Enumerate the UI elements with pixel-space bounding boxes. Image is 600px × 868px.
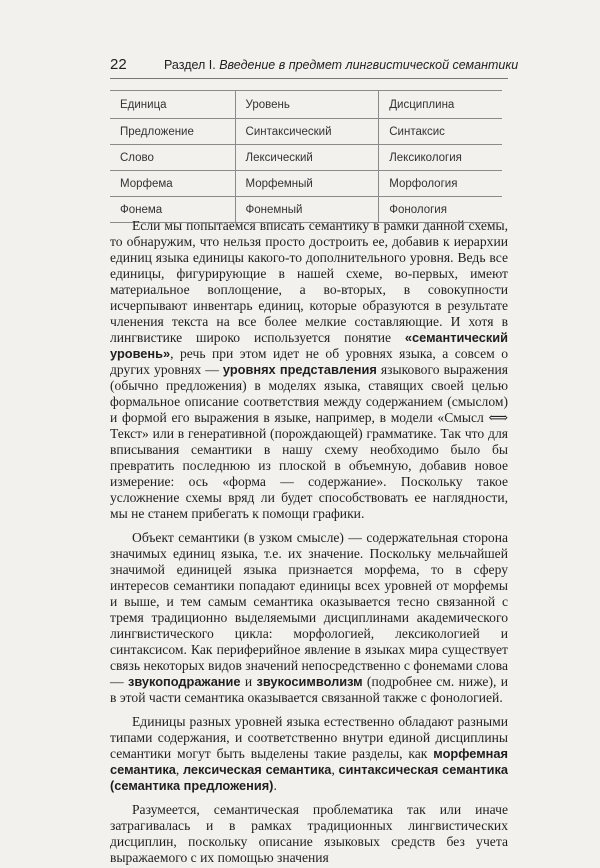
table-row — [110, 171, 502, 197]
table-cell: Лексический — [235, 145, 379, 171]
text-run: Если мы попытаемся вписать семантику в рамки данной схемы, то обнаружим, что нельзя просто достроить ее, добавив к иерархии единиц языка единицы какого-то дополнительного уровня. Ведь все единицы, фигурирующие в нашей схеме, во-первых, имеют материальное воплощение, а во-вторых, в совокупности исчерпывают инвентарь единиц, которые образуются в результате членения текста на все более мелкие составляющие. И хотя в лингвистике широко используется понятие — [110, 218, 508, 345]
table-cell: Предложение — [110, 119, 235, 145]
term-sound-symbolism: звукосимволизм — [256, 674, 363, 689]
running-header — [110, 56, 519, 74]
paragraph-traditional-disciplines: Разумеется, семантическая проблематика так или иначе затрагивалась и в рамках традиционных лингвистических дисциплин, поскольку описание языковых средств без учета выражаемого с их помощью значения — [110, 802, 508, 865]
table-row — [110, 145, 502, 171]
language-units-table — [110, 90, 502, 223]
table-cell: Морфология — [379, 171, 502, 197]
column-header: Уровень — [235, 91, 379, 119]
text-run: и — [240, 674, 257, 689]
section-label: Раздел I. — [164, 58, 216, 72]
table-header-row — [110, 91, 502, 119]
column-header: Единица — [110, 91, 235, 119]
text-run: , речь при этом идет не об уровнях языка, а совсем о других уровнях — — [110, 346, 508, 377]
term-onomatopoeia: звукоподражание — [127, 674, 241, 689]
text-run: , — [175, 762, 183, 777]
term-semantic-level: «семантический уровень» — [110, 330, 508, 361]
table-cell: Лексикология — [379, 145, 502, 171]
text-run: языкового выражения (обычно предложения) в моделях языка, ставящих своей целью формальное описание соответствия между содержанием (смыслом) и формой его выражения в языке, например, в модели «Смысл ⟺ Текст» или в генеративной (порождающей) грамматике. Так что для вписывания семантики в нашу схему необходимо было бы превратить последнюю из плоской в объемную, добавив новое измерение: ось «форма — содержание». Поскольку такое усложнение схемы вряд ли будет способствовать ее наглядности, мы не станем прибегать к помощи графики. — [110, 362, 508, 521]
term-morphemic-semantics: морфемная семантика — [110, 746, 508, 777]
text-run: Единицы разных уровней языка естественно обладают разными типами содержания, и соответственно внутри единой дисциплины семантики могут быть выделены такие разделы, как — [110, 714, 508, 761]
term-lexical-semantics: лексическая семантика — [182, 762, 332, 777]
running-title — [164, 58, 518, 72]
table-cell: Фонема — [110, 197, 235, 223]
body-text — [110, 218, 508, 868]
paragraph-semantics-object — [110, 530, 508, 706]
text-run: , — [331, 762, 339, 777]
table-cell: Морфема — [110, 171, 235, 197]
paragraph-semantic-levels — [110, 218, 508, 522]
table-cell: Морфемный — [235, 171, 379, 197]
table-cell: Фонемный — [235, 197, 379, 223]
chapter-title: Введение в предмет лингвистической семантики — [219, 58, 519, 72]
table-cell: Слово — [110, 145, 235, 171]
paragraph-semantics-sections — [110, 714, 508, 794]
page-number: 22 — [110, 56, 127, 73]
table-cell: Синтаксис — [379, 119, 502, 145]
header-rule — [110, 78, 508, 79]
text-run: . — [273, 778, 277, 793]
table-cell: Синтаксический — [235, 119, 379, 145]
term-representation-levels: уровнях представления — [222, 362, 377, 377]
column-header: Дисциплина — [379, 91, 502, 119]
text-run: Объект семантики (в узком смысле) — содержательная сторона значимых единиц языка, т.е. их значение. Поскольку мельчайшей значимой единицей языка признается морфема, то в сферу интересов семантики попадают единицы всех уровней от морфемы и выше, и тем самым семантика оказывается тесно связанной с тремя традиционно выделяемыми дисциплинами академического лингвистического цикла: морфологией, лексикологией и синтаксисом. Как периферийное явление в языках мира существует связь некоторых видов значений непосредственно с фонемами слова — — [110, 530, 508, 689]
table-row — [110, 119, 502, 145]
text-run: (подробнее см. ниже), и в этой части семантика оказывается связанной также с фонологией. — [110, 674, 508, 705]
table-cell: Фонология — [379, 197, 502, 223]
term-syntactic-semantics: синтаксическая семантика (семантика предложения) — [110, 762, 509, 793]
